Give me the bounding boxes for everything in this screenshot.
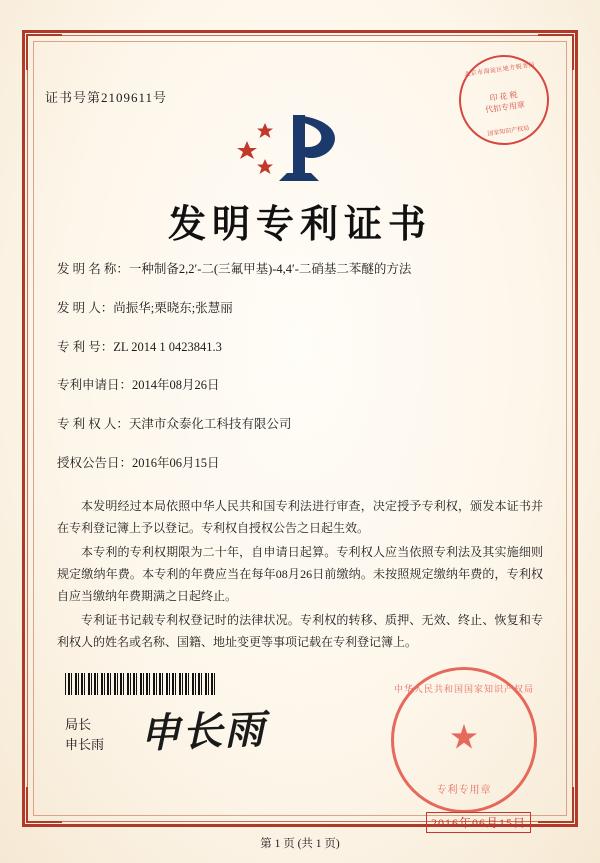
field-application-date	[57, 376, 543, 395]
field-value: ZL 2014 1 0423841.3	[113, 339, 222, 354]
seal-line-2: 代扣专用章	[484, 100, 526, 115]
field-grant-date	[57, 454, 543, 473]
field-label: 专 利 权 人：	[57, 417, 129, 431]
seal-line-1: 印 花 税	[489, 90, 519, 103]
legal-paragraph: 本发明经过本局依照中华人民共和国专利法进行审查，决定授予专利权，颁发本证书并在专利登记簿上予以登记。专利权自授权公告之日起生效。	[57, 499, 543, 535]
field-value: 2016年06月15日	[132, 455, 220, 470]
page-footer: 第 1 页 (共 1 页)	[260, 838, 340, 850]
star-icon: ★	[448, 719, 480, 757]
seal-date-stamp: 2016年06月15日	[426, 812, 531, 833]
barcode-icon	[65, 673, 215, 695]
field-value: 尚振华;栗晓东;张慧丽	[113, 300, 233, 315]
gov-seal-arc-top: 中华人民共和国国家知识产权局	[394, 684, 535, 694]
field-label: 授权公告日：	[57, 455, 133, 470]
signatory-title: 局长	[65, 717, 92, 732]
signatory-name: 申长雨	[65, 737, 105, 752]
page-title: 发明专利证书	[167, 201, 432, 246]
field-inventors	[57, 299, 543, 318]
legal-paragraph: 专利证书记载专利权登记时的法律状况。专利权的转移、质押、无效、终止、恢复和专利权人的姓名或名称、国籍、地址变更等事项记载在专利登记簿上。	[57, 613, 543, 649]
certificate-content	[45, 55, 555, 830]
gov-seal-arc-bottom: 专利专用章	[436, 785, 492, 796]
field-label: 专利申请日：	[57, 378, 133, 393]
sipo-logo-icon	[235, 107, 365, 181]
field-value: 2014年08月26日	[132, 378, 220, 393]
field-invention-name	[57, 260, 543, 279]
legal-text-block	[57, 495, 543, 655]
government-official-seal-icon	[391, 667, 537, 813]
seal-arc-text: 北京市海淀区地方税务局	[463, 62, 536, 79]
field-list	[57, 260, 543, 493]
field-label: 发 明 名 称：	[57, 262, 129, 276]
field-patent-number	[57, 338, 543, 357]
field-patentee	[57, 415, 543, 434]
legal-paragraph: 本专利的专利权期限为二十年，自申请日起算。专利权人应当依照专利法及其实施细则规定缴纳年费。本专利的年费应当在每年08月26日前缴纳。未按照规定缴纳年费的，专利权自应当缴纳年费期满之日起终止。	[57, 545, 543, 603]
field-value: 一种制备2,2′-二(三氟甲基)-4,4′-二硝基二苯醚的方法	[128, 262, 412, 276]
certificate-number: 证书号第2109611号	[45, 90, 168, 105]
field-value: 天津市众泰化工科技有限公司	[128, 417, 292, 431]
field-label: 专 利 号：	[57, 339, 114, 354]
signatory-block	[65, 715, 104, 755]
seal-bottom-text: 国家知识产权局	[487, 125, 530, 138]
tax-stamp-seal-icon	[453, 49, 555, 151]
handwritten-signature: 申长雨	[139, 705, 267, 758]
field-label: 发 明 人：	[57, 300, 114, 315]
